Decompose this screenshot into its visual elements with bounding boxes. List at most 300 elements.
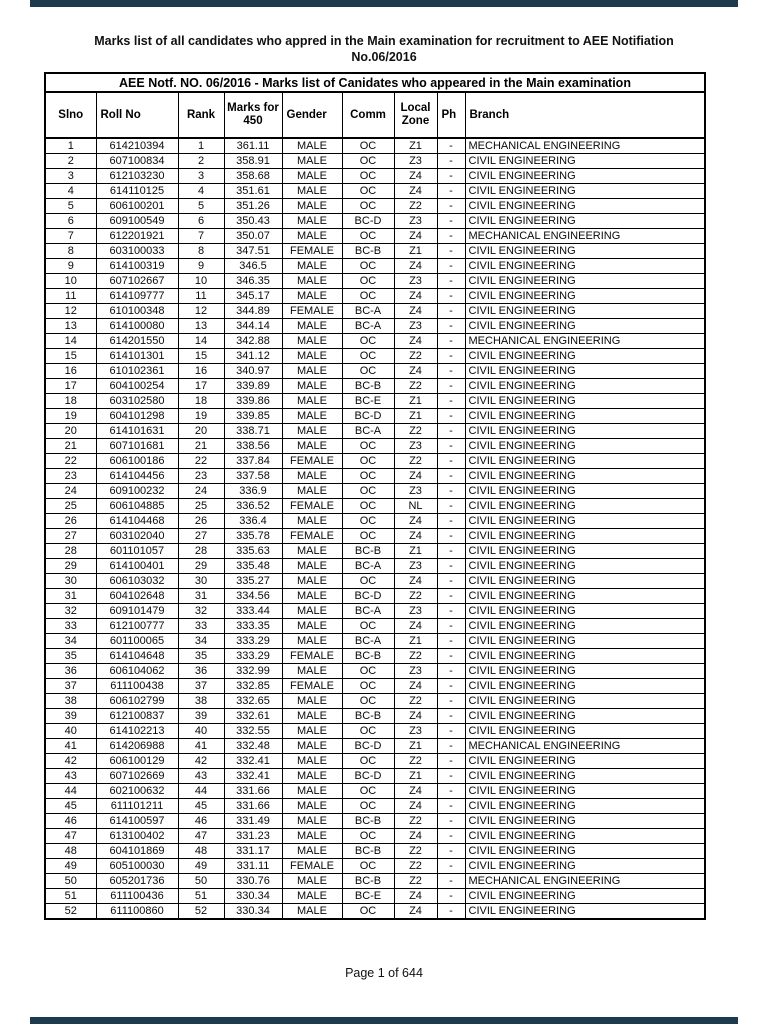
- cell-marks: 344.89: [224, 304, 282, 319]
- cell-comm: OC: [342, 138, 394, 154]
- cell-branch: CIVIL ENGINEERING: [465, 514, 705, 529]
- cell-comm: BC-D: [342, 739, 394, 754]
- cell-comm: BC-E: [342, 394, 394, 409]
- cell-ph: -: [437, 424, 465, 439]
- cell-gender: MALE: [282, 409, 342, 424]
- cell-roll-no: 611100436: [96, 889, 178, 904]
- cell-ph: -: [437, 679, 465, 694]
- cell-rank: 6: [178, 214, 224, 229]
- table-row: [45, 184, 705, 199]
- cell-local-zone: Z2: [394, 859, 437, 874]
- cell-comm: OC: [342, 169, 394, 184]
- cell-local-zone: Z2: [394, 649, 437, 664]
- cell-local-zone: Z3: [394, 484, 437, 499]
- cell-branch: CIVIL ENGINEERING: [465, 649, 705, 664]
- cell-comm: BC-A: [342, 319, 394, 334]
- cell-rank: 9: [178, 259, 224, 274]
- cell-rank: 51: [178, 889, 224, 904]
- cell-roll-no: 609101479: [96, 604, 178, 619]
- cell-local-zone: Z1: [394, 769, 437, 784]
- cell-branch: CIVIL ENGINEERING: [465, 679, 705, 694]
- cell-rank: 19: [178, 409, 224, 424]
- cell-rank: 16: [178, 364, 224, 379]
- viewer-top-bar: [30, 0, 738, 7]
- cell-comm: BC-B: [342, 244, 394, 259]
- cell-comm: OC: [342, 334, 394, 349]
- cell-rank: 44: [178, 784, 224, 799]
- column-header-local-zone: Local Zone: [394, 92, 437, 138]
- cell-slno: 2: [45, 154, 96, 169]
- cell-comm: BC-D: [342, 769, 394, 784]
- cell-slno: 29: [45, 559, 96, 574]
- table-row: [45, 829, 705, 844]
- cell-marks: 335.63: [224, 544, 282, 559]
- cell-local-zone: Z4: [394, 889, 437, 904]
- cell-roll-no: 605100030: [96, 859, 178, 874]
- cell-branch: CIVIL ENGINEERING: [465, 289, 705, 304]
- cell-comm: BC-D: [342, 214, 394, 229]
- cell-comm: BC-B: [342, 844, 394, 859]
- cell-comm: BC-A: [342, 304, 394, 319]
- cell-local-zone: Z3: [394, 214, 437, 229]
- cell-marks: 333.44: [224, 604, 282, 619]
- cell-marks: 335.27: [224, 574, 282, 589]
- cell-local-zone: Z4: [394, 289, 437, 304]
- cell-gender: MALE: [282, 379, 342, 394]
- cell-gender: FEMALE: [282, 529, 342, 544]
- cell-marks: 334.56: [224, 589, 282, 604]
- cell-comm: OC: [342, 859, 394, 874]
- cell-comm: BC-A: [342, 604, 394, 619]
- cell-comm: BC-B: [342, 874, 394, 889]
- cell-branch: CIVIL ENGINEERING: [465, 574, 705, 589]
- cell-gender: MALE: [282, 364, 342, 379]
- cell-ph: -: [437, 244, 465, 259]
- cell-slno: 20: [45, 424, 96, 439]
- cell-local-zone: Z4: [394, 229, 437, 244]
- cell-ph: -: [437, 874, 465, 889]
- table-row: [45, 754, 705, 769]
- cell-marks: 332.48: [224, 739, 282, 754]
- cell-roll-no: 614206988: [96, 739, 178, 754]
- table-row: [45, 604, 705, 619]
- cell-roll-no: 614100080: [96, 319, 178, 334]
- cell-ph: -: [437, 169, 465, 184]
- cell-roll-no: 607101681: [96, 439, 178, 454]
- cell-local-zone: Z4: [394, 469, 437, 484]
- cell-ph: -: [437, 814, 465, 829]
- cell-local-zone: Z4: [394, 184, 437, 199]
- cell-roll-no: 604102648: [96, 589, 178, 604]
- cell-slno: 44: [45, 784, 96, 799]
- table-row: [45, 589, 705, 604]
- table-row: [45, 844, 705, 859]
- cell-roll-no: 613100402: [96, 829, 178, 844]
- cell-rank: 47: [178, 829, 224, 844]
- cell-ph: -: [437, 154, 465, 169]
- cell-marks: 341.12: [224, 349, 282, 364]
- cell-comm: OC: [342, 484, 394, 499]
- column-header-branch: Branch: [465, 92, 705, 138]
- cell-local-zone: Z3: [394, 154, 437, 169]
- cell-slno: 3: [45, 169, 96, 184]
- cell-roll-no: 614100597: [96, 814, 178, 829]
- cell-marks: 339.86: [224, 394, 282, 409]
- table-row: [45, 379, 705, 394]
- cell-slno: 51: [45, 889, 96, 904]
- cell-comm: BC-D: [342, 409, 394, 424]
- cell-slno: 21: [45, 439, 96, 454]
- cell-slno: 16: [45, 364, 96, 379]
- cell-gender: MALE: [282, 739, 342, 754]
- cell-comm: BC-A: [342, 559, 394, 574]
- cell-roll-no: 607102667: [96, 274, 178, 289]
- table-caption: AEE Notf. NO. 06/2016 - Marks list of Canidates who appeared in the Main examination: [44, 72, 706, 91]
- cell-gender: MALE: [282, 199, 342, 214]
- cell-local-zone: Z1: [394, 138, 437, 154]
- cell-branch: CIVIL ENGINEERING: [465, 244, 705, 259]
- cell-comm: OC: [342, 829, 394, 844]
- cell-comm: BC-B: [342, 709, 394, 724]
- cell-local-zone: Z4: [394, 799, 437, 814]
- column-header-marks-for-450: Marks for 450: [224, 92, 282, 138]
- cell-local-zone: Z1: [394, 394, 437, 409]
- table-row: [45, 679, 705, 694]
- cell-ph: -: [437, 484, 465, 499]
- cell-marks: 331.17: [224, 844, 282, 859]
- cell-comm: OC: [342, 799, 394, 814]
- cell-slno: 39: [45, 709, 96, 724]
- cell-ph: -: [437, 574, 465, 589]
- table-row: [45, 739, 705, 754]
- cell-roll-no: 604101298: [96, 409, 178, 424]
- cell-marks: 337.84: [224, 454, 282, 469]
- cell-branch: CIVIL ENGINEERING: [465, 274, 705, 289]
- table-row: [45, 289, 705, 304]
- cell-branch: CIVIL ENGINEERING: [465, 844, 705, 859]
- cell-rank: 40: [178, 724, 224, 739]
- cell-rank: 45: [178, 799, 224, 814]
- cell-roll-no: 614110125: [96, 184, 178, 199]
- cell-roll-no: 606104062: [96, 664, 178, 679]
- table-row: [45, 409, 705, 424]
- cell-gender: MALE: [282, 664, 342, 679]
- cell-branch: CIVIL ENGINEERING: [465, 544, 705, 559]
- cell-marks: 332.65: [224, 694, 282, 709]
- table-row: [45, 199, 705, 214]
- cell-ph: -: [437, 409, 465, 424]
- cell-slno: 38: [45, 694, 96, 709]
- cell-roll-no: 611100860: [96, 904, 178, 920]
- cell-marks: 330.34: [224, 889, 282, 904]
- table-row: [45, 544, 705, 559]
- column-header-gender: Gender: [282, 92, 342, 138]
- cell-roll-no: 614104456: [96, 469, 178, 484]
- cell-slno: 40: [45, 724, 96, 739]
- cell-slno: 12: [45, 304, 96, 319]
- cell-ph: -: [437, 769, 465, 784]
- cell-local-zone: Z2: [394, 199, 437, 214]
- cell-rank: 34: [178, 634, 224, 649]
- table-row: [45, 484, 705, 499]
- cell-comm: OC: [342, 199, 394, 214]
- cell-local-zone: Z3: [394, 724, 437, 739]
- cell-marks: 351.61: [224, 184, 282, 199]
- cell-slno: 49: [45, 859, 96, 874]
- cell-local-zone: Z4: [394, 904, 437, 920]
- cell-comm: BC-B: [342, 544, 394, 559]
- table-row: [45, 784, 705, 799]
- cell-slno: 26: [45, 514, 96, 529]
- cell-comm: BC-D: [342, 589, 394, 604]
- cell-marks: 350.43: [224, 214, 282, 229]
- cell-gender: MALE: [282, 544, 342, 559]
- cell-rank: 32: [178, 604, 224, 619]
- cell-ph: -: [437, 754, 465, 769]
- cell-local-zone: Z2: [394, 874, 437, 889]
- cell-rank: 23: [178, 469, 224, 484]
- cell-marks: 338.56: [224, 439, 282, 454]
- cell-rank: 14: [178, 334, 224, 349]
- cell-roll-no: 611100438: [96, 679, 178, 694]
- cell-gender: MALE: [282, 394, 342, 409]
- table-row: [45, 304, 705, 319]
- cell-local-zone: Z2: [394, 694, 437, 709]
- cell-slno: 8: [45, 244, 96, 259]
- cell-slno: 17: [45, 379, 96, 394]
- cell-rank: 42: [178, 754, 224, 769]
- cell-branch: CIVIL ENGINEERING: [465, 439, 705, 454]
- page-number: Page 1 of 644: [345, 966, 423, 980]
- cell-rank: 27: [178, 529, 224, 544]
- cell-marks: 332.41: [224, 754, 282, 769]
- cell-local-zone: Z1: [394, 244, 437, 259]
- cell-slno: 11: [45, 289, 96, 304]
- cell-marks: 331.23: [224, 829, 282, 844]
- cell-ph: -: [437, 454, 465, 469]
- cell-gender: MALE: [282, 214, 342, 229]
- cell-comm: BC-A: [342, 634, 394, 649]
- cell-local-zone: Z3: [394, 274, 437, 289]
- cell-marks: 331.66: [224, 784, 282, 799]
- cell-rank: 20: [178, 424, 224, 439]
- cell-marks: 333.29: [224, 634, 282, 649]
- cell-ph: -: [437, 634, 465, 649]
- cell-ph: -: [437, 904, 465, 920]
- page-title-line2: No.06/2016: [351, 50, 417, 64]
- cell-roll-no: 606100129: [96, 754, 178, 769]
- cell-rank: 2: [178, 154, 224, 169]
- marks-table: [44, 72, 706, 920]
- cell-marks: 351.26: [224, 199, 282, 214]
- cell-slno: 43: [45, 769, 96, 784]
- table-row: [45, 619, 705, 634]
- cell-local-zone: Z3: [394, 439, 437, 454]
- table-row: [45, 769, 705, 784]
- cell-rank: 43: [178, 769, 224, 784]
- cell-gender: MALE: [282, 259, 342, 274]
- cell-gender: MALE: [282, 814, 342, 829]
- cell-rank: 11: [178, 289, 224, 304]
- cell-gender: MALE: [282, 424, 342, 439]
- cell-marks: 346.5: [224, 259, 282, 274]
- cell-branch: MECHANICAL ENGINEERING: [465, 739, 705, 754]
- cell-local-zone: Z4: [394, 514, 437, 529]
- cell-comm: OC: [342, 514, 394, 529]
- cell-marks: 336.9: [224, 484, 282, 499]
- cell-local-zone: Z4: [394, 679, 437, 694]
- cell-rank: 33: [178, 619, 224, 634]
- cell-marks: 330.34: [224, 904, 282, 920]
- table-row: [45, 138, 705, 154]
- cell-gender: FEMALE: [282, 679, 342, 694]
- cell-branch: CIVIL ENGINEERING: [465, 214, 705, 229]
- cell-ph: -: [437, 889, 465, 904]
- cell-comm: BC-B: [342, 379, 394, 394]
- cell-comm: OC: [342, 529, 394, 544]
- cell-roll-no: 611101211: [96, 799, 178, 814]
- cell-ph: -: [437, 334, 465, 349]
- cell-roll-no: 614104468: [96, 514, 178, 529]
- cell-roll-no: 606104885: [96, 499, 178, 514]
- cell-roll-no: 614100319: [96, 259, 178, 274]
- cell-slno: 24: [45, 484, 96, 499]
- cell-slno: 13: [45, 319, 96, 334]
- column-header-slno: Slno: [45, 92, 96, 138]
- cell-ph: -: [437, 304, 465, 319]
- cell-slno: 15: [45, 349, 96, 364]
- cell-local-zone: Z4: [394, 619, 437, 634]
- cell-marks: 342.88: [224, 334, 282, 349]
- cell-marks: 332.99: [224, 664, 282, 679]
- cell-comm: OC: [342, 454, 394, 469]
- cell-slno: 4: [45, 184, 96, 199]
- cell-ph: -: [437, 319, 465, 334]
- cell-roll-no: 610102361: [96, 364, 178, 379]
- cell-marks: 331.66: [224, 799, 282, 814]
- cell-gender: MALE: [282, 709, 342, 724]
- cell-roll-no: 614210394: [96, 138, 178, 154]
- cell-gender: MALE: [282, 844, 342, 859]
- cell-comm: OC: [342, 289, 394, 304]
- cell-branch: CIVIL ENGINEERING: [465, 589, 705, 604]
- table-row: [45, 349, 705, 364]
- cell-gender: MALE: [282, 229, 342, 244]
- cell-marks: 339.85: [224, 409, 282, 424]
- cell-rank: 12: [178, 304, 224, 319]
- cell-marks: 337.58: [224, 469, 282, 484]
- cell-branch: CIVIL ENGINEERING: [465, 199, 705, 214]
- cell-ph: -: [437, 138, 465, 154]
- cell-ph: -: [437, 289, 465, 304]
- cell-comm: OC: [342, 724, 394, 739]
- cell-roll-no: 603102040: [96, 529, 178, 544]
- cell-marks: 358.91: [224, 154, 282, 169]
- cell-branch: CIVIL ENGINEERING: [465, 634, 705, 649]
- cell-marks: 331.11: [224, 859, 282, 874]
- table-row: [45, 244, 705, 259]
- cell-comm: OC: [342, 469, 394, 484]
- cell-branch: CIVIL ENGINEERING: [465, 379, 705, 394]
- cell-ph: -: [437, 844, 465, 859]
- cell-slno: 41: [45, 739, 96, 754]
- cell-comm: OC: [342, 274, 394, 289]
- cell-slno: 7: [45, 229, 96, 244]
- cell-roll-no: 614104648: [96, 649, 178, 664]
- cell-marks: 332.41: [224, 769, 282, 784]
- cell-roll-no: 607102669: [96, 769, 178, 784]
- cell-roll-no: 612201921: [96, 229, 178, 244]
- cell-rank: 13: [178, 319, 224, 334]
- cell-comm: BC-A: [342, 424, 394, 439]
- cell-ph: -: [437, 229, 465, 244]
- cell-roll-no: 614109777: [96, 289, 178, 304]
- cell-local-zone: Z1: [394, 739, 437, 754]
- cell-comm: OC: [342, 349, 394, 364]
- cell-marks: 332.55: [224, 724, 282, 739]
- cell-branch: CIVIL ENGINEERING: [465, 169, 705, 184]
- cell-slno: 45: [45, 799, 96, 814]
- cell-comm: OC: [342, 184, 394, 199]
- cell-ph: -: [437, 199, 465, 214]
- cell-gender: MALE: [282, 574, 342, 589]
- cell-local-zone: NL: [394, 499, 437, 514]
- cell-local-zone: Z4: [394, 709, 437, 724]
- cell-roll-no: 612100777: [96, 619, 178, 634]
- table-row: [45, 904, 705, 920]
- cell-gender: MALE: [282, 559, 342, 574]
- table-row: [45, 154, 705, 169]
- cell-roll-no: 606102799: [96, 694, 178, 709]
- page-title-line1: Marks list of all candidates who appred in the Main examination for recruitment to AEE Notifiation: [94, 34, 674, 48]
- cell-roll-no: 614101301: [96, 349, 178, 364]
- cell-local-zone: Z2: [394, 814, 437, 829]
- cell-rank: 25: [178, 499, 224, 514]
- cell-roll-no: 610100348: [96, 304, 178, 319]
- cell-local-zone: Z1: [394, 544, 437, 559]
- cell-marks: 345.17: [224, 289, 282, 304]
- table-row: [45, 334, 705, 349]
- cell-branch: CIVIL ENGINEERING: [465, 454, 705, 469]
- marks-table-container: [44, 72, 704, 920]
- cell-ph: -: [437, 469, 465, 484]
- cell-local-zone: Z3: [394, 664, 437, 679]
- cell-rank: 21: [178, 439, 224, 454]
- table-row: [45, 454, 705, 469]
- table-row: [45, 469, 705, 484]
- cell-rank: 7: [178, 229, 224, 244]
- column-header-rank: Rank: [178, 92, 224, 138]
- cell-comm: OC: [342, 694, 394, 709]
- cell-slno: 34: [45, 634, 96, 649]
- cell-local-zone: Z4: [394, 169, 437, 184]
- cell-rank: 36: [178, 664, 224, 679]
- cell-gender: MALE: [282, 349, 342, 364]
- table-row: [45, 574, 705, 589]
- cell-ph: -: [437, 829, 465, 844]
- cell-comm: OC: [342, 364, 394, 379]
- cell-branch: CIVIL ENGINEERING: [465, 904, 705, 920]
- table-row: [45, 319, 705, 334]
- cell-branch: CIVIL ENGINEERING: [465, 784, 705, 799]
- cell-local-zone: Z1: [394, 409, 437, 424]
- column-header-ph: Ph: [437, 92, 465, 138]
- cell-local-zone: Z2: [394, 589, 437, 604]
- cell-rank: 10: [178, 274, 224, 289]
- cell-ph: -: [437, 394, 465, 409]
- cell-local-zone: Z2: [394, 754, 437, 769]
- cell-marks: 338.71: [224, 424, 282, 439]
